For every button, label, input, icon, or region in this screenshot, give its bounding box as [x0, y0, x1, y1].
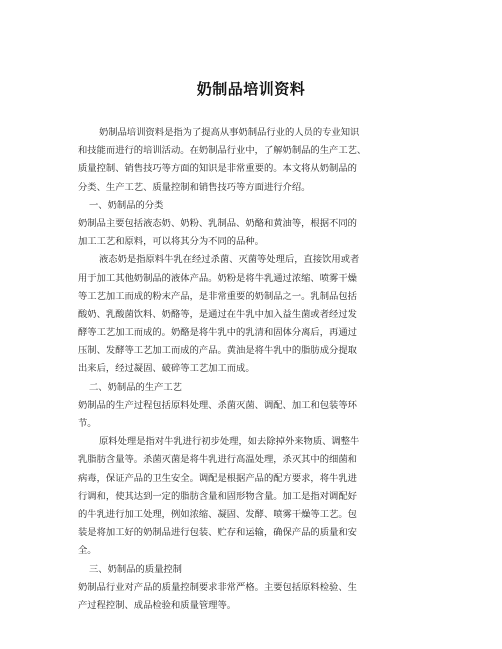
section-heading: 三、奶制品的质量控制 [89, 563, 182, 575]
paragraph-line: 奶制品培训资料是指为了提高从事奶制品行业的人员的专业知识 [99, 127, 360, 138]
paragraph-line: 乳脂肪含量等。杀菌灭菌是将牛乳进行高温处理，杀灭其中的细菌和 [78, 454, 357, 466]
paragraph-line: 的牛乳进行加工处理，例如浓缩、凝固、发酵、喷雾干燥等工艺。包 [78, 508, 357, 520]
paragraph-line: 液态奶是指原料牛乳在经过杀菌、灭菌等处理后，直接饮用或者 [99, 254, 360, 266]
paragraph-line: 行调和，使其达到一定的脂肪含量和固形物含量。加工是指对调配好 [78, 490, 357, 502]
paragraph-line: 产过程控制、成品检验和质量管理等。 [78, 599, 237, 611]
paragraph-line: 等工艺加工而成的粉末产品，是非常重要的奶制品之一。乳制品包括 [78, 290, 357, 302]
paragraph-line: 分类、生产工艺、质量控制和销售技巧等方面进行介绍。 [78, 181, 311, 193]
document-body [78, 124, 434, 615]
paragraph-line: 和技能而进行的培训活动。在奶制品行业中，了解奶制品的生产工艺、 [78, 145, 367, 157]
paragraph-line: 奶制品的生产过程包括原料处理、杀菌灭菌、调配、加工和包装等环 [78, 399, 357, 411]
paragraph-line: 酸奶、乳酸菌饮料、奶酪等，是通过在牛乳中加入益生菌或者经过发 [78, 308, 357, 320]
paragraph-line: 奶制品行业对产品的质量控制要求非常严格。主要包括原料检验、生 [78, 581, 357, 593]
paragraph-line: 装是将加工好的奶制品进行包装、贮存和运输，确保产品的质量和安 [78, 527, 357, 539]
document-title: 奶制品培训资料 [196, 80, 306, 98]
paragraph-line: 奶制品主要包括液态奶、奶粉、乳制品、奶酪和黄油等，根据不同的 [78, 217, 357, 229]
paragraph-line: 全。 [78, 545, 97, 557]
paragraph-line: 质量控制、销售技巧等方面的知识是非常重要的。本文将从奶制品的 [78, 163, 357, 175]
paragraph-line: 节。 [78, 418, 97, 429]
paragraph-line: 原料处理是指对牛乳进行初步处理，如去除掉外来物质、调整牛 [99, 436, 360, 448]
paragraph-line: 压制、发酵等工艺加工而成的产品。黄油是将牛乳中的脂肪成分提取 [78, 345, 357, 357]
section-heading: 二、奶制品的生产工艺 [89, 381, 182, 393]
paragraph-line: 加工工艺和原料，可以将其分为不同的品种。 [78, 236, 264, 248]
paragraph-line: 病毒，保证产品的卫生安全。调配是根据产品的配方要求，将牛乳进 [78, 472, 357, 484]
paragraph-line: 出来后，经过凝固、破碎等工艺加工而成。 [78, 363, 255, 375]
paragraph-line: 用于加工其他奶制品的液体产品。奶粉是将牛乳通过浓缩、喷雾干燥 [78, 272, 357, 284]
section-heading: 一、奶制品的分类 [89, 199, 164, 211]
paragraph-line: 酵等工艺加工而成的。奶酪是将牛乳中的乳清和固体分离后，再通过 [78, 327, 357, 339]
